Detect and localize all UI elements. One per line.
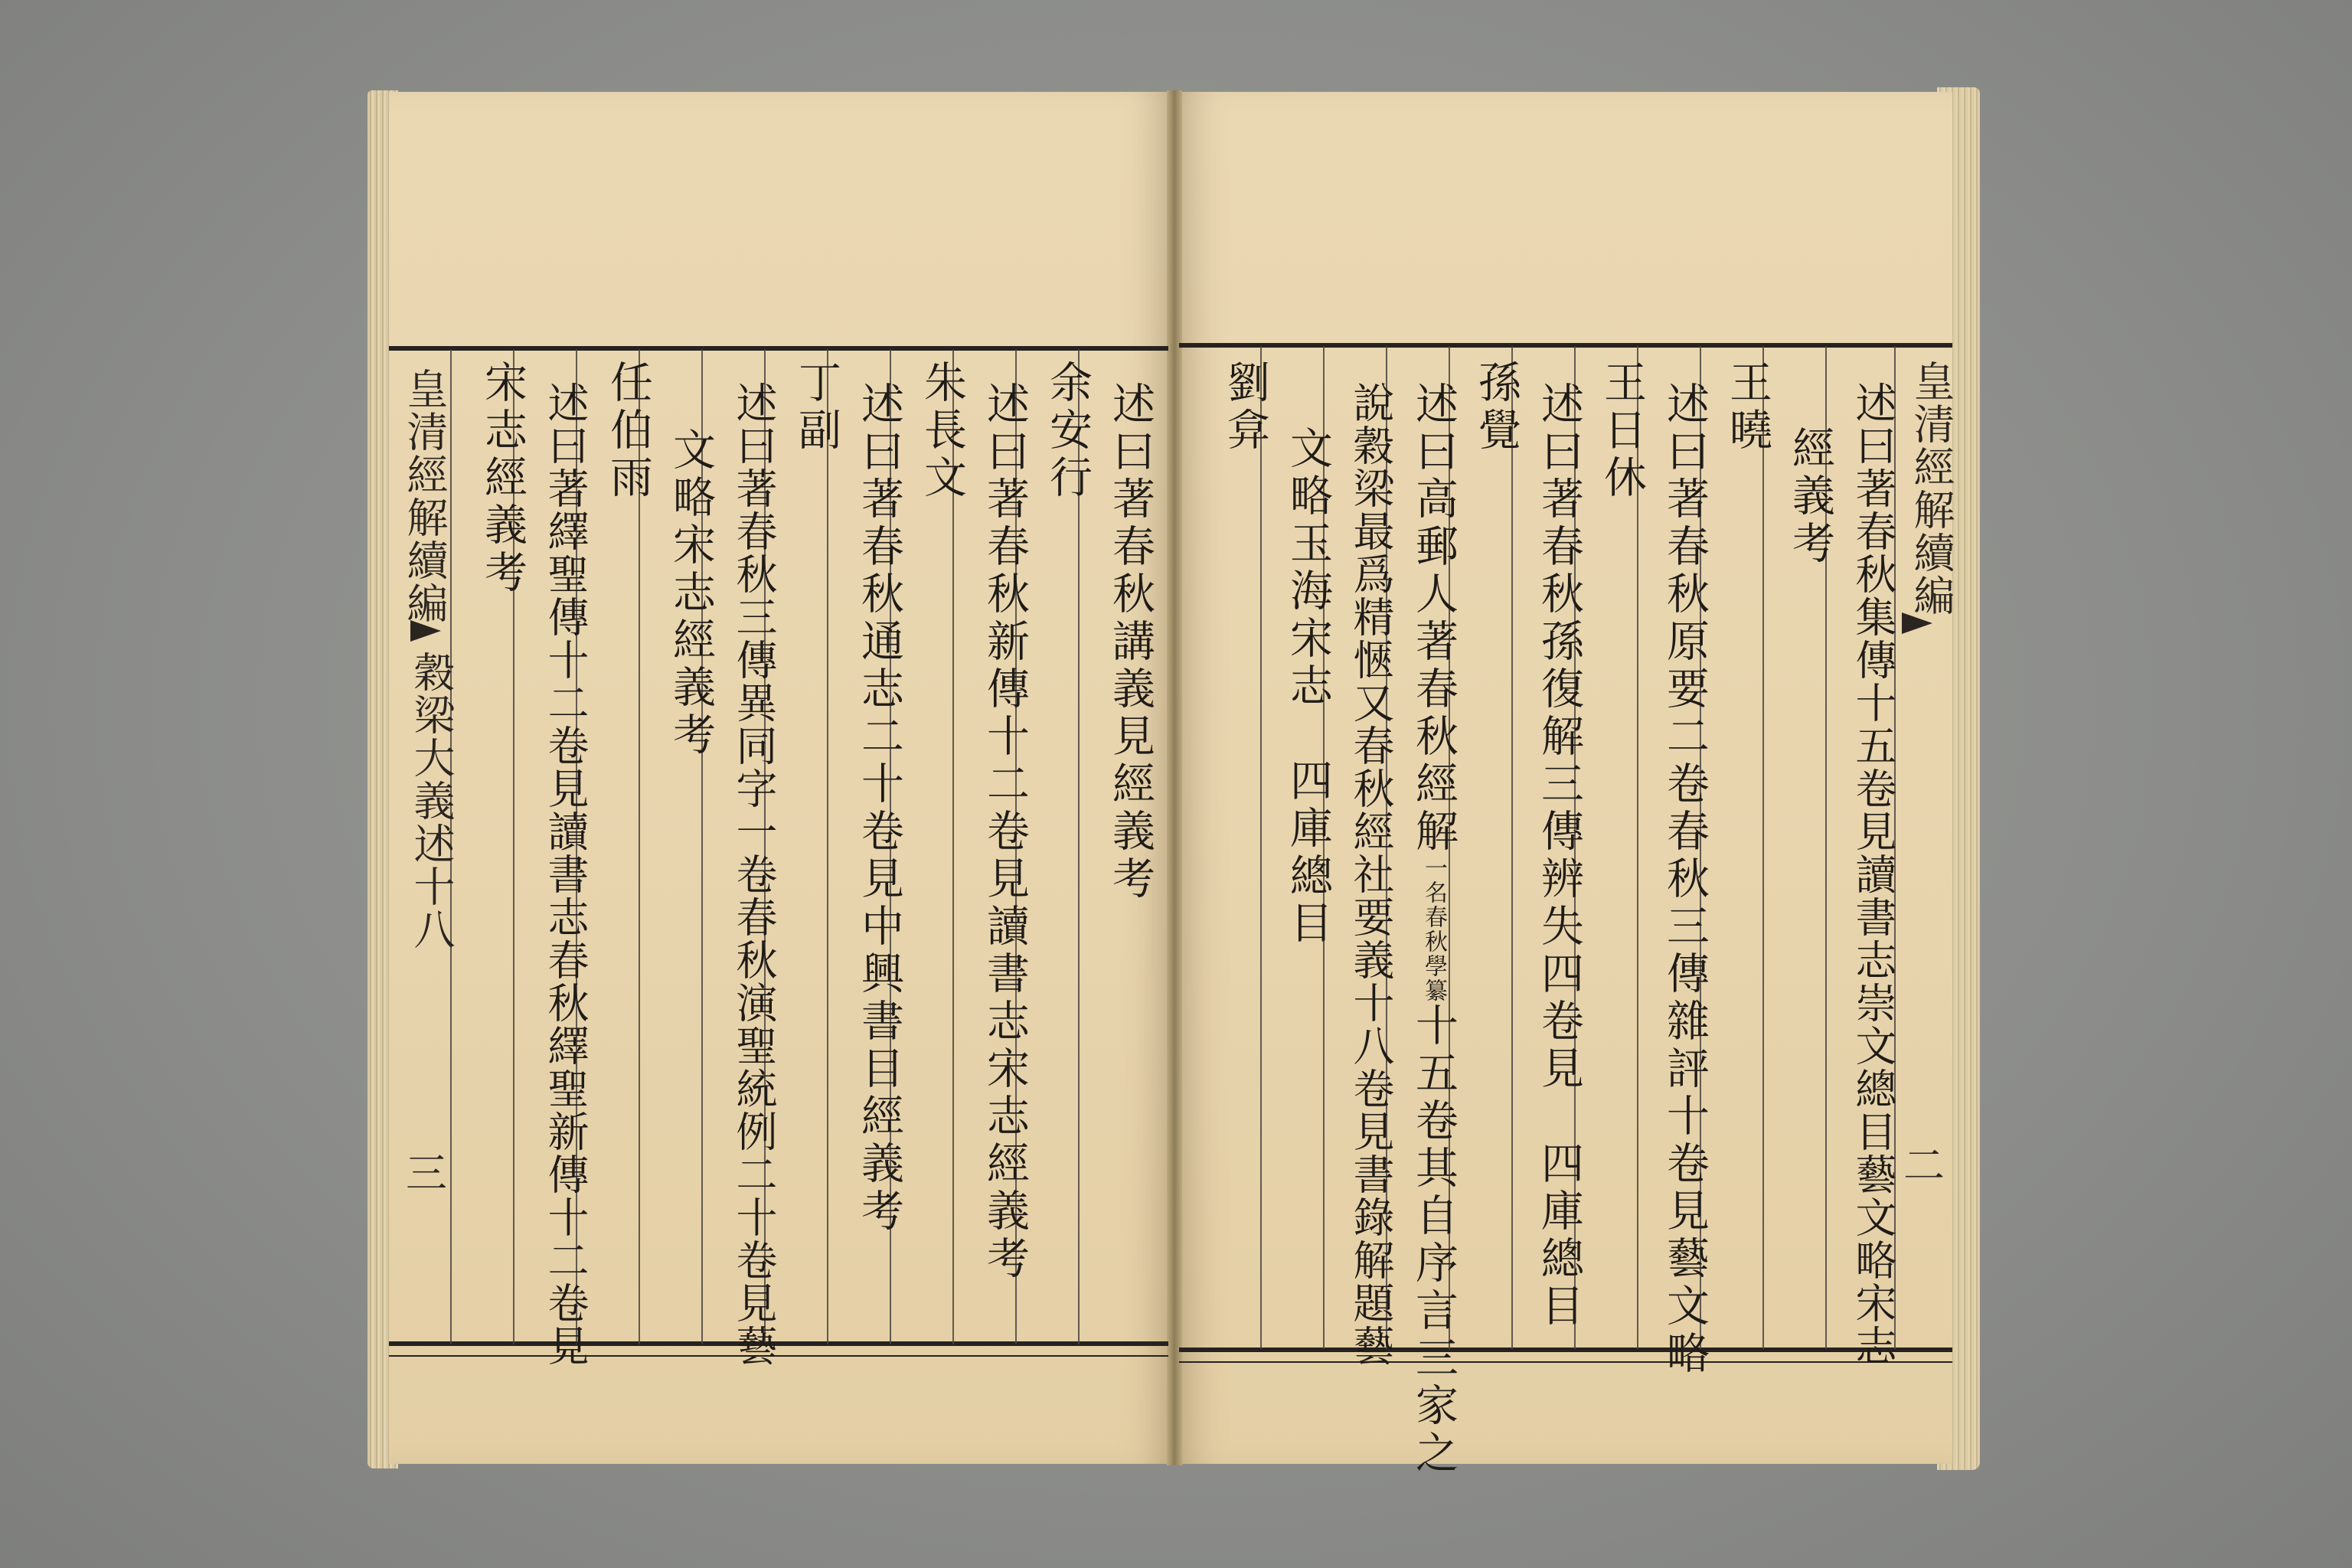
column-text: 述曰著繹聖傳十二卷見讀書志春秋繹聖新傳十二卷見 <box>541 381 590 1367</box>
column-text: 文略玉海宋志 四庫總目 <box>1283 426 1333 948</box>
right-leaf-number: 二 <box>1903 1142 1945 1190</box>
column-divider <box>1260 346 1262 1349</box>
column-heading: 王日休 <box>1597 360 1647 502</box>
column-heading: 劉弇 <box>1220 360 1270 455</box>
column-heading: 余安行 <box>1043 360 1093 502</box>
column-text: 述曰著春秋孫復解三傳辨失四卷見 四庫總目 <box>1534 381 1584 1331</box>
column-text: 說穀梁最爲精愜又春秋經社要義十八卷見書錄解題藝 <box>1347 381 1395 1367</box>
left-leaf-number: 三 <box>406 1149 447 1197</box>
note-before: 述曰高郵人著春秋經解 <box>1409 381 1459 856</box>
column-heading: 任伯雨 <box>603 360 653 502</box>
right-margin-title: 皇清經解續編 <box>1907 360 1955 617</box>
book-gutter <box>1167 90 1182 1465</box>
column-divider <box>827 349 828 1344</box>
column-text: 宋志經義考 <box>478 360 528 597</box>
column-text-with-note <box>1409 381 1458 1478</box>
left-top-border <box>389 346 1168 351</box>
column-divider <box>1511 346 1513 1349</box>
column-text: 文略宋志經義考 <box>666 427 716 760</box>
column-heading: 孫覺 <box>1472 360 1521 455</box>
right-bottom-border <box>1179 1348 1952 1352</box>
left-fish-tail-mark <box>410 620 441 642</box>
right-bottom-border-thin <box>1179 1361 1952 1363</box>
interlinear-note: 一名春秋學纂 <box>1420 856 1447 1003</box>
column-text: 述曰著春秋原要二卷春秋三傳雜評十卷見藝文略 <box>1660 381 1710 1378</box>
column-divider <box>1762 346 1764 1349</box>
left-margin-title: 皇清經解續編 <box>400 368 449 625</box>
column-text: 述曰著春秋三傳異同字一卷春秋演聖統例二十卷見藝 <box>730 381 778 1367</box>
column-heading: 王曉 <box>1723 360 1772 455</box>
right-top-border <box>1179 343 1952 348</box>
note-after: 十五卷其自序言三家之 <box>1409 1003 1459 1478</box>
column-text: 述曰著春秋通志二十卷見中興書目經義考 <box>854 381 904 1236</box>
column-text: 經義考 <box>1785 426 1835 568</box>
left-fish-tail-title: 穀梁大義述十八 <box>407 651 456 951</box>
right-fish-tail-mark <box>1902 612 1932 634</box>
column-text: 述曰著春秋新傳十二卷見讀書志宋志經義考 <box>980 381 1030 1283</box>
column-heading: 丁副 <box>792 360 841 455</box>
column-text: 述曰著春秋集傳十五卷見讀書志崇文總目藝文略宋志 <box>1849 381 1897 1367</box>
column-heading: 朱長文 <box>917 360 967 502</box>
column-text: 述曰著春秋講義見經義考 <box>1106 381 1155 903</box>
left-bottom-border-thin <box>389 1355 1168 1357</box>
left-page <box>389 92 1170 1464</box>
left-bottom-border <box>389 1341 1168 1346</box>
